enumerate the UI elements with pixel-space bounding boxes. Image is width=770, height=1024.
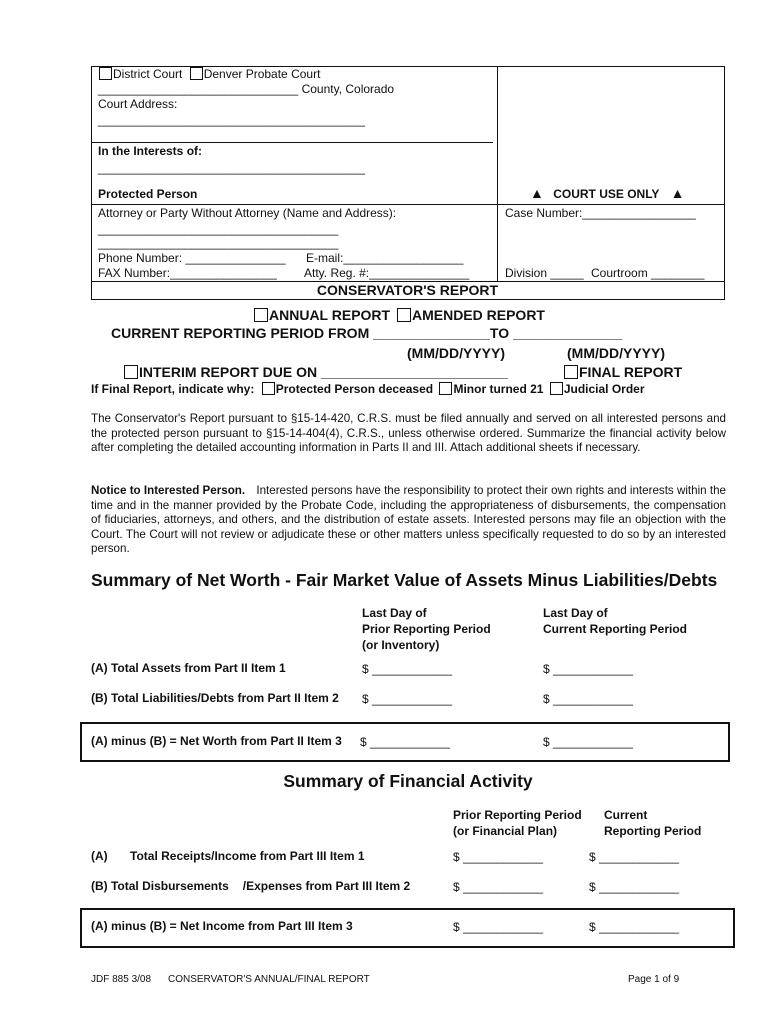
footer-form-name: CONSERVATOR'S ANNUAL/FINAL REPORT (168, 974, 370, 985)
financial-activity-heading: Summary of Financial Activity (283, 771, 533, 791)
fin-col-prior-line2: (or Financial Plan) (453, 824, 558, 838)
filing-instructions: The Conservator's Report pursuant to §15-14-420, C.R.S. must be filed annually and served on all interested persons and the protected person pursuant to §15-14-404(4), C.R.S., unless otherwise ordered. Summarize the financial activity below after completing the detailed accounting information in Parts II and III. Attach additional sheets if necessary. (91, 412, 726, 455)
attorney-label: Attorney or Party Without Attorney (Name and Address): (98, 206, 397, 220)
court-address-blank[interactable]: ________________________________________ (98, 113, 365, 127)
footer-page-number: Page 1 of 9 (628, 974, 680, 985)
total-assets-label: (A) Total Assets from Part II Item 1 (91, 661, 286, 675)
fin-col-current-line1: Current (604, 808, 648, 822)
notice-text: Interested persons have the responsibility to protect their own rights and interests within the time and in the manner provided by the Probate Code, including the appropriateness of disbursements, the compensation of fiduciaries, attorneys, and others, and the distribution of estate assets. Interested persons may file an objection with the Court. The Court will not review or adjudicate these or other matters unless specifically requested to do so by an interested person. (91, 484, 726, 556)
division-field[interactable]: Division _____ (505, 266, 584, 280)
total-disbursements-label (91, 879, 410, 893)
footer-form-id: JDF 885 3/08 (91, 974, 152, 985)
judicial-order-checkbox[interactable] (550, 382, 563, 395)
fin-col-current-line2: Reporting Period (604, 824, 702, 838)
col-prior-line1: Last Day of (362, 606, 427, 620)
net-worth-label: (A) minus (B) = Net Worth from Part II Item 3 (91, 734, 342, 748)
phone-field[interactable]: Phone Number: _______________ (98, 251, 286, 265)
fax-field[interactable]: FAX Number:________________ (98, 266, 277, 280)
total-disbursements-part2: /Expenses from Part III Item 2 (242, 879, 411, 893)
total-assets-current-field[interactable]: $ ____________ (543, 662, 634, 676)
county-line (98, 82, 394, 96)
district-court-label: District Court (113, 67, 183, 81)
interim-report-label[interactable]: INTERIM REPORT DUE ON ________________________ (139, 364, 508, 380)
total-receipts-current-field[interactable]: $ ____________ (589, 850, 680, 864)
net-income-prior-field[interactable]: $ ____________ (453, 920, 544, 934)
court-use-only-label: COURT USE ONLY (553, 187, 660, 201)
col-prior-line3: (or Inventory) (362, 638, 440, 652)
net-worth-current-field[interactable]: $ ____________ (543, 735, 634, 749)
total-disbursements-current-field[interactable]: $ ____________ (589, 880, 680, 894)
interim-report-checkbox[interactable] (124, 365, 138, 379)
triangle-up-icon: ▲ (670, 185, 685, 201)
report-type-row (254, 307, 545, 323)
final-report-label: FINAL REPORT (579, 364, 683, 380)
net-income-current-field[interactable]: $ ____________ (589, 920, 680, 934)
denver-probate-court-label: Denver Probate Court (203, 67, 321, 81)
attorney-blank-1[interactable]: ____________________________________ (98, 222, 339, 236)
final-report-row (564, 364, 682, 380)
notice-heading: Notice to Interested Person. (91, 484, 246, 497)
financial-col-prior (453, 807, 582, 839)
net-income-label: (A) minus (B) = Net Income from Part III Item 3 (91, 919, 353, 933)
form-title: CONSERVATOR'S REPORT (316, 282, 499, 298)
total-receipts-code: (A) (91, 849, 108, 863)
net-worth-prior-field[interactable]: $ ____________ (360, 735, 451, 749)
court-use-only-banner (530, 185, 684, 201)
district-court-checkbox[interactable] (99, 67, 112, 80)
court-address-label: Court Address: (98, 97, 178, 111)
col-prior-line2: Prior Reporting Period (362, 622, 491, 636)
annual-report-label: ANNUAL REPORT (269, 307, 391, 323)
attorney-blank-2[interactable]: ____________________________________ (98, 236, 339, 250)
caption-divider-vertical (497, 66, 498, 281)
interim-report-row (124, 364, 508, 380)
annual-report-checkbox[interactable] (254, 308, 268, 322)
col-current-line2: Current Reporting Period (543, 622, 688, 636)
net-worth-col-prior (362, 605, 491, 653)
amended-report-checkbox[interactable] (397, 308, 411, 322)
period-from-line[interactable]: CURRENT REPORTING PERIOD FROM _______________TO ______________ (111, 325, 622, 341)
total-assets-prior-field[interactable]: $ ____________ (362, 662, 453, 676)
county-suffix: County, Colorado (301, 82, 395, 96)
case-number-field[interactable]: Case Number:_________________ (505, 206, 696, 220)
minor-turned-21-label: Minor turned 21 (453, 382, 544, 396)
interests-blank[interactable]: ________________________________________ (98, 161, 365, 175)
county-blank[interactable]: ______________________________ (98, 82, 299, 96)
total-disbursements-prior-field[interactable]: $ ____________ (453, 880, 544, 894)
denver-probate-court-checkbox[interactable] (190, 67, 203, 80)
minor-turned-21-checkbox[interactable] (439, 382, 452, 395)
total-liabilities-current-field[interactable]: $ ____________ (543, 692, 634, 706)
triangle-up-icon: ▲ (530, 185, 544, 201)
financial-col-current (604, 807, 701, 839)
total-liabilities-label: (B) Total Liabilities/Debts from Part II Item 2 (91, 691, 339, 705)
interests-divider (91, 142, 493, 143)
atty-reg-field[interactable]: Atty. Reg. #:_______________ (304, 266, 470, 280)
amended-report-label: AMENDED REPORT (411, 307, 545, 323)
final-reason-row (91, 382, 645, 396)
interests-label: In the Interests of: (98, 144, 203, 158)
email-field[interactable]: E-mail:__________________ (306, 251, 464, 265)
judicial-order-label: Judicial Order (563, 382, 645, 396)
fin-col-prior-line1: Prior Reporting Period (453, 808, 582, 822)
date-format-from: (MM/DD/YYYY) (407, 345, 505, 361)
protected-person-deceased-checkbox[interactable] (262, 382, 275, 395)
court-type-options (99, 67, 320, 81)
total-receipts-label: Total Receipts/Income from Part III Item 1 (130, 849, 365, 863)
total-disbursements-part1: (B) Total Disbursements (91, 879, 229, 893)
total-receipts-prior-field[interactable]: $ ____________ (453, 850, 544, 864)
net-worth-heading: Summary of Net Worth - Fair Market Value of Assets Minus Liabilities/Debts (91, 570, 718, 590)
total-liabilities-prior-field[interactable]: $ ____________ (362, 692, 453, 706)
col-current-line1: Last Day of (543, 606, 608, 620)
notice-paragraph (91, 484, 726, 557)
protected-person-label: Protected Person (98, 187, 198, 201)
protected-person-deceased-label: Protected Person deceased (275, 382, 434, 396)
courtroom-field[interactable]: Courtroom ________ (591, 266, 705, 280)
net-worth-col-current (543, 605, 687, 637)
final-report-checkbox[interactable] (564, 365, 578, 379)
attorney-divider (91, 204, 724, 205)
final-reason-label: If Final Report, indicate why: (91, 382, 255, 396)
date-format-to: (MM/DD/YYYY) (567, 345, 665, 361)
